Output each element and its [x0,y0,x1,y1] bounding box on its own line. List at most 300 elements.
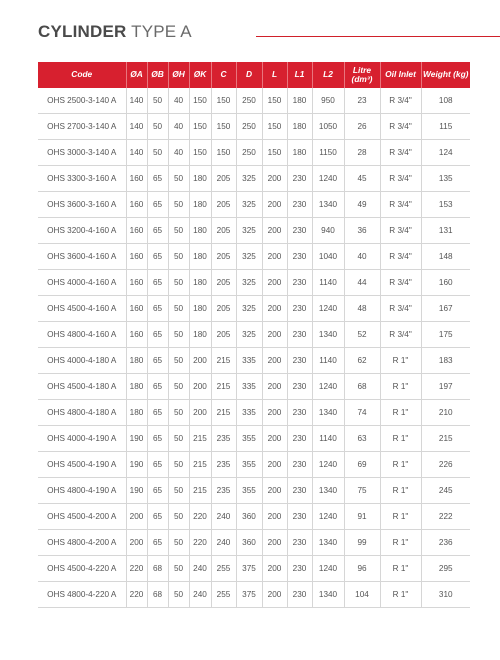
column-header: ØH [168,62,189,88]
code-cell: OHS 4500-4-220 A [38,556,126,582]
table-cell: 180 [189,322,211,348]
table-cell: 108 [421,88,470,114]
table-cell: 175 [421,322,470,348]
table-cell: R 1" [380,426,421,452]
table-cell: 240 [189,582,211,608]
table-cell: R 1" [380,530,421,556]
table-cell: R 1" [380,348,421,374]
code-cell: OHS 4500-4-200 A [38,504,126,530]
table-cell: 50 [147,88,168,114]
table-cell: 23 [344,88,380,114]
table-cell: 230 [287,270,312,296]
table-cell: 355 [236,426,262,452]
title-light: TYPE A [126,22,192,41]
table-cell: 40 [168,140,189,166]
table-cell: 1340 [312,478,344,504]
table-cell: 235 [211,426,236,452]
table-cell: 50 [168,348,189,374]
table-cell: 205 [211,192,236,218]
table-cell: 190 [126,426,147,452]
table-cell: 200 [262,348,287,374]
table-cell: 205 [211,296,236,322]
table-cell: 1240 [312,296,344,322]
table-row [38,244,470,270]
table-cell: 65 [147,452,168,478]
table-cell: 48 [344,296,380,322]
table-cell: 1140 [312,348,344,374]
table-cell: 1150 [312,140,344,166]
table-cell: 230 [287,348,312,374]
table-cell: 355 [236,478,262,504]
code-cell: OHS 4500-4-160 A [38,296,126,322]
table-cell: 180 [189,218,211,244]
table-cell: 1050 [312,114,344,140]
table-cell: 1340 [312,322,344,348]
table-cell: 96 [344,556,380,582]
table-cell: 215 [189,478,211,504]
table-cell: 200 [262,192,287,218]
table-cell: 245 [421,478,470,504]
table-row [38,218,470,244]
table-cell: 240 [211,530,236,556]
code-cell: OHS 4800-4-190 A [38,478,126,504]
table-cell: 215 [189,452,211,478]
table-cell: 160 [126,166,147,192]
table-cell: 325 [236,270,262,296]
code-cell: OHS 2500-3-140 A [38,88,126,114]
table-cell: 335 [236,374,262,400]
table-cell: 104 [344,582,380,608]
table-cell: 124 [421,140,470,166]
table-cell: 335 [236,348,262,374]
table-cell: 50 [147,140,168,166]
table-cell: R 3/4" [380,114,421,140]
table-cell: 205 [211,244,236,270]
header-row [38,62,470,88]
table-cell: R 3/4" [380,166,421,192]
table-header [38,62,470,88]
table-cell: 65 [147,374,168,400]
table-cell: 215 [211,348,236,374]
table-cell: R 1" [380,452,421,478]
table-cell: 180 [189,244,211,270]
table-cell: 325 [236,166,262,192]
table-cell: 50 [168,556,189,582]
table-cell: 240 [189,556,211,582]
table-cell: 325 [236,244,262,270]
table-row [38,114,470,140]
table-cell: 63 [344,426,380,452]
code-cell: OHS 3200-4-160 A [38,218,126,244]
table-cell: 200 [262,556,287,582]
table-cell: 131 [421,218,470,244]
table-cell: 255 [211,556,236,582]
table-cell: 50 [168,244,189,270]
table-cell: 180 [189,296,211,322]
table-cell: 200 [126,530,147,556]
table-cell: 65 [147,218,168,244]
table-cell: 226 [421,452,470,478]
table-cell: 167 [421,296,470,322]
table-cell: 180 [287,114,312,140]
table-cell: 68 [147,582,168,608]
table-cell: R 1" [380,478,421,504]
table-cell: R 3/4" [380,192,421,218]
table-cell: 65 [147,504,168,530]
table-row [38,400,470,426]
table-cell: 140 [126,114,147,140]
table-cell: 230 [287,322,312,348]
table-cell: 205 [211,218,236,244]
table-cell: R 3/4" [380,244,421,270]
table-cell: 75 [344,478,380,504]
table-cell: 50 [168,530,189,556]
code-cell: OHS 4000-4-180 A [38,348,126,374]
table-cell: 230 [287,426,312,452]
table-cell: 1040 [312,244,344,270]
table-cell: 360 [236,504,262,530]
table-cell: 197 [421,374,470,400]
table-cell: 250 [236,114,262,140]
table-cell: 325 [236,322,262,348]
column-header: ØA [126,62,147,88]
table-cell: 355 [236,452,262,478]
table-cell: 375 [236,556,262,582]
table-cell: 230 [287,374,312,400]
table-cell: 200 [262,530,287,556]
table-cell: 50 [168,400,189,426]
table-cell: 240 [211,504,236,530]
table-cell: 160 [126,192,147,218]
table-cell: 183 [421,348,470,374]
table-cell: 375 [236,582,262,608]
table-cell: 1140 [312,270,344,296]
table-cell: 36 [344,218,380,244]
table-cell: 50 [168,374,189,400]
table-cell: R 1" [380,374,421,400]
table-row [38,296,470,322]
table-cell: 235 [211,478,236,504]
column-header: L [262,62,287,88]
table-cell: 160 [126,244,147,270]
table-cell: R 3/4" [380,270,421,296]
table-cell: 200 [189,400,211,426]
table-cell: 140 [126,88,147,114]
cylinder-spec-table [38,62,470,608]
table-cell: 50 [168,270,189,296]
table-cell: 50 [168,322,189,348]
table-cell: 360 [236,530,262,556]
table-cell: 325 [236,296,262,322]
table-cell: 325 [236,192,262,218]
column-header: Oil Inlet [380,62,421,88]
table-cell: 50 [168,192,189,218]
table-cell: 230 [287,478,312,504]
table-cell: 65 [147,348,168,374]
table-cell: 40 [168,88,189,114]
table-cell: 40 [344,244,380,270]
table-cell: 150 [189,88,211,114]
table-cell: 205 [211,166,236,192]
table-cell: 1340 [312,400,344,426]
page-title [38,22,192,42]
table-cell: 215 [211,400,236,426]
table-cell: 230 [287,244,312,270]
table-cell: 180 [126,400,147,426]
title-rule [256,36,500,37]
table-cell: 50 [147,114,168,140]
table-cell: R 3/4" [380,140,421,166]
table-cell: 28 [344,140,380,166]
table-cell: 150 [262,140,287,166]
table-cell: 220 [126,556,147,582]
table-cell: 150 [189,140,211,166]
table-cell: 50 [168,582,189,608]
table-cell: 200 [262,400,287,426]
table-cell: 135 [421,166,470,192]
table-cell: 74 [344,400,380,426]
table-cell: 310 [421,582,470,608]
table-cell: 44 [344,270,380,296]
code-cell: OHS 3300-3-160 A [38,166,126,192]
table-cell: R 3/4" [380,296,421,322]
column-header: C [211,62,236,88]
table-row [38,348,470,374]
code-cell: OHS 4800-4-220 A [38,582,126,608]
table-cell: 230 [287,452,312,478]
table-cell: 50 [168,296,189,322]
table-cell: 1240 [312,452,344,478]
table-cell: 150 [262,114,287,140]
column-header: ØK [189,62,211,88]
table-cell: 215 [189,426,211,452]
table-cell: 68 [147,556,168,582]
table-cell: 50 [168,452,189,478]
table-cell: 950 [312,88,344,114]
table-cell: 295 [421,556,470,582]
table-cell: 200 [126,504,147,530]
table-cell: 160 [126,296,147,322]
table-cell: 205 [211,322,236,348]
column-header: L1 [287,62,312,88]
code-cell: OHS 2700-3-140 A [38,114,126,140]
table-cell: 1140 [312,426,344,452]
title-bold: CYLINDER [38,22,127,41]
table-cell: 190 [126,452,147,478]
table-cell: 200 [189,348,211,374]
column-header: Litre (dm³) [344,62,380,88]
table-cell: 230 [287,504,312,530]
code-cell: OHS 3600-4-160 A [38,244,126,270]
column-header: L2 [312,62,344,88]
table-cell: 91 [344,504,380,530]
table-row [38,270,470,296]
table-cell: 210 [421,400,470,426]
table-cell: 236 [421,530,470,556]
table-cell: 250 [236,88,262,114]
code-cell: OHS 4500-4-180 A [38,374,126,400]
table-cell: 200 [262,296,287,322]
table-cell: 150 [211,140,236,166]
table-cell: 50 [168,478,189,504]
table-row [38,166,470,192]
table-cell: 180 [126,348,147,374]
table-cell: 230 [287,192,312,218]
table-cell: 325 [236,218,262,244]
table-cell: 200 [262,322,287,348]
code-cell: OHS 4000-4-190 A [38,426,126,452]
table-cell: 200 [262,218,287,244]
table-row [38,530,470,556]
table-cell: 940 [312,218,344,244]
table-row [38,478,470,504]
table-cell: 49 [344,192,380,218]
table-cell: 220 [189,530,211,556]
table-cell: 69 [344,452,380,478]
table-cell: R 1" [380,582,421,608]
table-cell: 215 [211,374,236,400]
table-cell: 40 [168,114,189,140]
code-cell: OHS 4800-4-180 A [38,400,126,426]
table-cell: 140 [126,140,147,166]
table-cell: 180 [126,374,147,400]
table-cell: 190 [126,478,147,504]
code-cell: OHS 4000-4-160 A [38,270,126,296]
table-cell: 1240 [312,556,344,582]
code-cell: OHS 4800-4-160 A [38,322,126,348]
column-header: ØB [147,62,168,88]
table-cell: 200 [262,504,287,530]
table-row [38,374,470,400]
table-cell: 50 [168,504,189,530]
table-cell: 200 [262,166,287,192]
table-row [38,582,470,608]
table-cell: 215 [421,426,470,452]
table-cell: 255 [211,582,236,608]
code-cell: OHS 4800-4-200 A [38,530,126,556]
table-cell: 65 [147,192,168,218]
table-cell: 160 [421,270,470,296]
table-cell: 230 [287,556,312,582]
table-cell: 65 [147,426,168,452]
table-cell: 150 [262,88,287,114]
table-cell: R 1" [380,400,421,426]
table-cell: 180 [189,270,211,296]
table-cell: 50 [168,426,189,452]
table-row [38,504,470,530]
column-header: Code [38,62,126,88]
table-cell: 150 [211,114,236,140]
table-cell: 200 [262,244,287,270]
table-cell: 160 [126,270,147,296]
table-cell: 115 [421,114,470,140]
table-cell: R 1" [380,556,421,582]
table-cell: R 3/4" [380,218,421,244]
column-header: D [236,62,262,88]
table-cell: 65 [147,296,168,322]
table-cell: 26 [344,114,380,140]
table-cell: 65 [147,322,168,348]
table-cell: 220 [189,504,211,530]
table-cell: 180 [189,192,211,218]
table-cell: 1240 [312,374,344,400]
table-cell: 65 [147,244,168,270]
table-cell: 99 [344,530,380,556]
table-cell: 200 [262,426,287,452]
table-cell: 180 [287,88,312,114]
table-cell: 180 [189,166,211,192]
table-cell: 200 [262,582,287,608]
table-cell: 160 [126,322,147,348]
table-row [38,88,470,114]
table-cell: 180 [287,140,312,166]
code-cell: OHS 3000-3-140 A [38,140,126,166]
table-row [38,452,470,478]
table-cell: 335 [236,400,262,426]
table-cell: 52 [344,322,380,348]
table-cell: 65 [147,270,168,296]
table-cell: 1240 [312,166,344,192]
table-cell: 68 [344,374,380,400]
code-cell: OHS 3600-3-160 A [38,192,126,218]
table-body [38,88,470,608]
table-row [38,426,470,452]
table-cell: 230 [287,296,312,322]
table-cell: R 3/4" [380,322,421,348]
table-cell: 65 [147,530,168,556]
table-cell: R 1" [380,504,421,530]
table-cell: 230 [287,166,312,192]
table-cell: 50 [168,218,189,244]
table-cell: 230 [287,400,312,426]
table-cell: 153 [421,192,470,218]
table-cell: 148 [421,244,470,270]
table-row [38,322,470,348]
code-cell: OHS 4500-4-190 A [38,452,126,478]
table-row [38,192,470,218]
table-cell: R 3/4" [380,88,421,114]
table-cell: 200 [189,374,211,400]
table-cell: 235 [211,452,236,478]
column-header: Weight (kg) [421,62,470,88]
table-cell: 1340 [312,530,344,556]
table-cell: 65 [147,166,168,192]
table-cell: 200 [262,374,287,400]
table-cell: 50 [168,166,189,192]
table-cell: 1340 [312,582,344,608]
table-cell: 62 [344,348,380,374]
table-cell: 220 [126,582,147,608]
table-cell: 200 [262,270,287,296]
table-cell: 65 [147,400,168,426]
page-header [38,22,470,50]
table-cell: 200 [262,478,287,504]
table-row [38,556,470,582]
table-cell: 250 [236,140,262,166]
table-cell: 160 [126,218,147,244]
table-row [38,140,470,166]
table-cell: 200 [262,452,287,478]
table-cell: 45 [344,166,380,192]
table-cell: 222 [421,504,470,530]
table-cell: 230 [287,218,312,244]
table-cell: 1340 [312,192,344,218]
table-cell: 230 [287,582,312,608]
table-cell: 65 [147,478,168,504]
table-cell: 150 [211,88,236,114]
table-cell: 1240 [312,504,344,530]
table-cell: 150 [189,114,211,140]
